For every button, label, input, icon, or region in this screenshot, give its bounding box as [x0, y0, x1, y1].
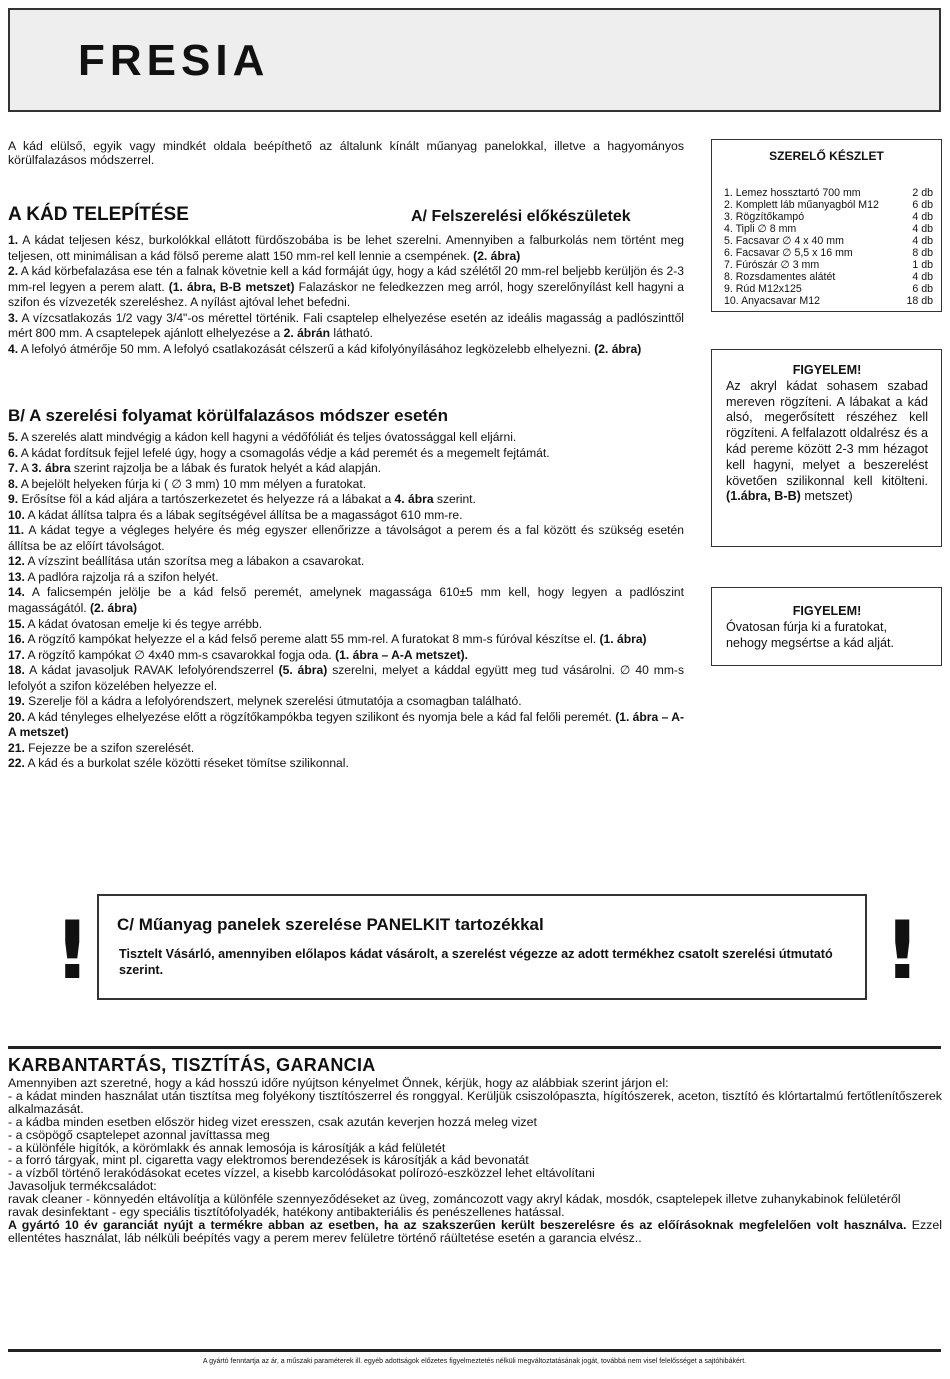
item-number: 13.	[8, 569, 25, 584]
warranty-rest: Ezzel ellentétes használat, láb nélküli beépítés vagy a perem merev felületre történő ráültetése esetén a garancia elvész..	[8, 1217, 942, 1245]
item-number: 16.	[8, 632, 25, 647]
list-item	[8, 508, 684, 524]
warning-1-tail: metszet)	[800, 489, 853, 504]
item-number: 1.	[8, 233, 19, 247]
maintenance-rule	[8, 1046, 941, 1049]
item-text-tail: Falazáskor ne feledkezzen meg arról, hogy szerelőnyílást kell hagyni a szifon és vízvezeték szereléshez. A nyílást ajtóval lehet befedni.	[8, 279, 685, 310]
warning-box-2	[711, 587, 942, 666]
item-text: A kádat javasoljuk RAVAK lefolyórendszerrel	[24, 663, 279, 678]
section-c-box	[97, 894, 867, 1000]
item-reference: (2. ábra)	[90, 601, 138, 616]
warning-box-1	[711, 349, 942, 547]
footer-rule	[8, 1349, 941, 1352]
kit-item-qty: 6 db	[912, 283, 933, 295]
maintenance-line: ravak desinfektant - egy speciális tisztítófolyadék, hatékony antibakteriális és penészellenes hatással.	[8, 1205, 565, 1220]
kit-item-qty: 2 db	[912, 187, 933, 199]
kit-item	[724, 223, 933, 235]
item-number: 2.	[8, 264, 19, 279]
warranty-text	[8, 1219, 942, 1245]
item-text: A falicsempén jelölje be a kád felső peremét, amelynek magassága 610±5 mm kell, hogy legyen a padlószint magasságától.	[8, 585, 684, 616]
item-number: 4.	[8, 341, 19, 356]
list-item	[8, 648, 684, 664]
maintenance-line: - a forró tárgyak, mint pl. cigaretta vagy elektromos berendezések is károsítják a kád bevonatát	[8, 1153, 529, 1168]
item-reference: (1. ábra – A-A metszet)	[8, 709, 685, 740]
item-text: A kádat teljesen kész, burkolókkal ellátott fürdőszobába is be lehet szerelni. Amennyiben a falburkolás nem történt meg teljesen, ott minimálisan a kád fölső pereme alatt 150 mm-rel kell lennie a csempének.	[8, 233, 684, 263]
item-text-tail: szerint.	[433, 492, 476, 507]
item-number: 18.	[8, 663, 25, 678]
kit-item-name: 7. Fúrószár ∅ 3 mm	[724, 259, 820, 271]
kit-item-name: 5. Facsavar ∅ 4 x 40 mm	[724, 235, 844, 247]
item-number: 11.	[8, 523, 25, 538]
kit-item-qty: 18 db	[906, 295, 933, 307]
item-reference: (5. ábra)	[278, 663, 328, 678]
item-text: A kád és a burkolat széle közötti réseket tömítse szilikonnal.	[24, 756, 349, 771]
item-number: 7.	[8, 461, 19, 476]
list-item	[8, 585, 684, 616]
warranty-bold: A gyártó 10 év garanciát nyújt a termékre abban az esetben, ha az szakszerűen került beszerelésre és az előírásoknak megfelelően volt használva.	[8, 1217, 907, 1232]
intro-text: A kád elülső, egyik vagy mindkét oldala beépíthető az általunk kínált műanyag panelokkal, illetve a hagyományos körülfalazásos módszerrel.	[8, 139, 684, 167]
section-a-subtitle: A/ Felszerelési előkészületek	[411, 208, 631, 225]
item-reference: (1. ábra – A-A metszet).	[335, 647, 468, 662]
list-item	[8, 694, 684, 710]
item-text: A szerelés alatt mindvégig a kádon kell hagyni a védőfóliát és teljes óvatossággal kell eljárni.	[18, 430, 517, 444]
kit-item-qty: 4 db	[912, 223, 933, 235]
kit-item-name: 10. Anyacsavar M12	[724, 295, 820, 307]
item-text-tail: szerint rajzolja be a lábak és furatok helyét a kád alapján.	[70, 461, 382, 476]
section-a-title: A KÁD TELEPÍTÉSE	[8, 204, 189, 225]
kit-item	[724, 271, 933, 283]
warning-2-title: FIGYELEM!	[792, 604, 862, 618]
item-number: 17.	[8, 647, 25, 662]
item-text: Szerelje föl a kádra a lefolyórendszert, melynek szerelési útmutatója a csomagban található.	[24, 694, 522, 709]
item-text: A rögzítő kampókat helyezze el a kád felső pereme alatt 55 mm-rel. A furatokat 8 mm-s fúróval készítse el.	[24, 632, 600, 647]
list-item	[8, 264, 684, 311]
item-text: A kádat fordítsuk fejjel lefelé úgy, hogy a csomagolás védje a kád peremét és a megemelt fejtámát.	[18, 445, 550, 460]
section-b-title: B/ A szerelési folyamat körülfalazásos módszer esetén	[8, 406, 448, 425]
item-text: A kád tényleges elhelyezése előtt a rögzítőkampókba tegyen szilikont és nyomja bele a kád fal felőli peremét.	[24, 709, 616, 724]
item-text: A padlóra rajzolja rá a szifon helyét.	[24, 569, 219, 584]
list-item	[8, 632, 684, 648]
list-item	[8, 570, 684, 586]
item-text: A	[18, 461, 32, 476]
footer-note: A gyártó fenntartja az ár, a műszaki paraméterek ill. egyéb adottságok előzetes figyelmeztetés nélküli megváltoztatásának jogát, továbbá nem visel felelősséget a sajtóhibákért.	[202, 1358, 747, 1365]
item-text: A vízcsatlakozás 1/2 vagy 3/4"-os mérettel történik. Fali csaptelep elhelyezése esetén az ideális magasság a padlószinttől mért 800 mm. A csaptelepek ajánlott elhelyezése a	[8, 310, 684, 341]
kit-item-qty: 1 db	[912, 259, 933, 271]
item-reference: (2. ábra)	[473, 248, 521, 263]
item-text: A lefolyó átmérője 50 mm. A lefolyó csatlakozását célszerű a kád kifolyónyílásához legközelebb elhelyezni.	[18, 341, 595, 356]
item-number: 12.	[8, 554, 25, 569]
kit-item-qty: 8 db	[912, 247, 933, 259]
item-number: 20.	[8, 709, 25, 724]
maintenance-line: - a kádat minden használat után tisztítsa meg folyékony tisztítószerrel és ronggyal. Kerüljük csiszolópaszta, hígítószerek, aceton, tisztító és klórtartalmú fertőtlenítőszerek alkalmazását.	[8, 1088, 942, 1116]
kit-item	[724, 199, 933, 211]
kit-item	[724, 211, 933, 223]
item-number: 8.	[8, 476, 19, 491]
item-number: 15.	[8, 616, 25, 631]
item-text: A kádat óvatosan emelje ki és tegye arrébb.	[24, 616, 263, 631]
maintenance-line: Javasoljuk termékcsaládot:	[8, 1179, 157, 1194]
item-text: A vízszint beállítása után szorítsa meg a lábakon a csavarokat.	[24, 554, 365, 569]
warning-2-body: Óvatosan fúrja ki a furatokat, nehogy megsértse a kád alját.	[726, 619, 895, 650]
kit-item-qty: 4 db	[912, 211, 933, 223]
kit-item-name: 2. Komplett láb műanyagból M12	[724, 199, 879, 211]
item-number: 21.	[8, 740, 25, 755]
kit-item-name: 8. Rozsdamentes alátét	[724, 271, 836, 283]
section-c-body: Tisztelt Vásárló, amennyiben előlapos kádat vásárolt, a szerelést végezze az adott termékhez csatolt szerelési útmutató szerint.	[119, 947, 833, 977]
kit-item	[724, 283, 933, 295]
kit-item-qty: 4 db	[912, 271, 933, 283]
item-text: A kádat állítsa talpra és a lábak segítségével állítsa be a magasságot 610 mm-re.	[24, 507, 463, 522]
item-number: 14.	[8, 585, 25, 600]
list-item	[8, 342, 684, 358]
list-item	[8, 492, 684, 508]
kit-item	[724, 187, 933, 199]
item-number: 19.	[8, 694, 25, 709]
item-number: 3.	[8, 310, 19, 325]
item-reference: 4. ábra	[394, 492, 434, 507]
list-item	[8, 477, 684, 493]
maintenance-line: ravak cleaner - könnyedén eltávolítja a különféle szennyeződéseket az üveg, zománcozott vagy akryl kádak, mosdók, csaptelepek illetve zuhanykabinok felületéről	[8, 1192, 901, 1207]
maintenance-line: - a különféle higítók, a körömlakk és annak lemosója is károsítják a kád felületét	[8, 1140, 446, 1155]
item-number: 5.	[8, 430, 19, 444]
section-b-list	[8, 430, 684, 772]
kit-title: SZERELŐ KÉSZLET	[769, 149, 884, 163]
kit-list	[724, 187, 933, 307]
item-number: 10.	[8, 507, 25, 522]
kit-item	[724, 235, 933, 247]
kit-item-name: 3. Rögzítőkampó	[724, 211, 805, 223]
item-text-tail: szerelni, melyet a káddal együtt meg tud vásárolni. ∅ 40 mm-s lefolyót a szifon közelében helyezze el.	[8, 663, 684, 693]
list-item	[8, 430, 684, 446]
section-c-title: C/ Műanyag panelek szerelése PANELKIT tartozékkal	[117, 915, 544, 934]
kit-item	[724, 259, 933, 271]
item-text-tail: látható.	[330, 326, 374, 341]
list-item	[8, 554, 684, 570]
kit-item	[724, 295, 933, 307]
list-item	[8, 617, 684, 633]
section-a-list	[8, 233, 684, 357]
warning-1-body	[726, 379, 928, 505]
item-reference: 3. ábra	[31, 461, 71, 476]
maintenance-title: KARBANTARTÁS, TISZTÍTÁS, GARANCIA	[8, 1055, 376, 1075]
list-item	[8, 523, 684, 554]
item-text: Fejezze be a szifon szerelését.	[24, 740, 195, 755]
kit-item-name: 9. Rúd M12x125	[724, 283, 802, 295]
list-item	[8, 663, 684, 694]
item-text: A bejelölt helyeken fúrja ki ( ∅ 3 mm) 10 mm mélyen a furatokat.	[18, 476, 367, 491]
item-text: Erősítse föl a kád aljára a tartószerkezetet és helyezze rá a lábakat a	[18, 492, 395, 507]
kit-item-qty: 6 db	[912, 199, 933, 211]
list-item	[8, 741, 684, 757]
item-reference: (2. ábra)	[594, 341, 642, 356]
kit-item-name: 6. Facsavar ∅ 5,5 x 16 mm	[724, 247, 853, 259]
maintenance-line: - a kádba minden esetben először hideg vizet eresszen, csak azután keverjen hozzá meleg vizet	[8, 1114, 537, 1129]
list-item	[8, 446, 684, 462]
list-item	[8, 461, 684, 477]
item-number: 22.	[8, 756, 25, 771]
kit-box	[711, 139, 942, 312]
warning-1-title: FIGYELEM!	[792, 363, 862, 377]
item-reference: 2. ábrán	[283, 326, 331, 341]
list-item	[8, 710, 684, 741]
kit-item	[724, 247, 933, 259]
kit-item-name: 4. Tipli ∅ 8 mm	[724, 223, 797, 235]
kit-item-name: 1. Lemez hossztartó 700 mm	[724, 187, 861, 199]
maintenance-line: - a csöpögő csaptelepet azonnal javíttassa meg	[8, 1127, 270, 1142]
page-title: FRESIA	[78, 36, 270, 85]
item-number: 6.	[8, 445, 19, 460]
warning-1-text: Az akryl kádat sohasem szabad mereven rögzíteni. A lábakat a kád alsó, megerősített részéhez kell rögzíteni. A felfalazott oldalrész és a kád pereme között 2-3 mm hézagot kell hagyni, melyet a beszerelést követően szilikonnal kell kitölteni.	[726, 378, 928, 488]
list-item	[8, 311, 684, 342]
item-reference: (1. ábra)	[599, 632, 647, 647]
maintenance-line: - a vízből történő lerakódásokat ecetes vízzel, a kisebb karcolódásokat polírozó-eszközzel lehet eltávolítani	[8, 1166, 595, 1181]
maintenance-line: Amennyiben azt szeretné, hogy a kád hosszú időre nyújtson kényelmet Önnek, kérjük, hogy az alábbiak szerint járjon el:	[8, 1076, 669, 1090]
exclamation-icon-left: !	[54, 904, 91, 997]
item-number: 9.	[8, 492, 19, 507]
list-item	[8, 233, 684, 264]
item-text: A kád körbefalazása ese tén a falnak követnie kell a kád formáját úgy, hogy a kád szélétől 20 mm-rel beljebb kerüljön és 2-3 mm-rel legyen a perem alatt.	[8, 264, 684, 294]
kit-item-qty: 4 db	[912, 235, 933, 247]
item-text: A kádat tegye a végleges helyére és még egyszer ellenőrizze a távolságot a perem és a fal között és szükség esetén állítsa be az előírt távolságot.	[8, 523, 684, 553]
warning-1-ref: (1.ábra, B-B)	[726, 489, 801, 504]
list-item	[8, 756, 684, 772]
item-text: A rögzítő kampókat ∅ 4x40 mm-s csavarokkal fogja oda.	[24, 647, 336, 662]
maintenance-body	[8, 1077, 942, 1245]
item-reference: (1. ábra, B-B metszet)	[168, 279, 295, 294]
exclamation-icon-right: !	[884, 904, 921, 997]
